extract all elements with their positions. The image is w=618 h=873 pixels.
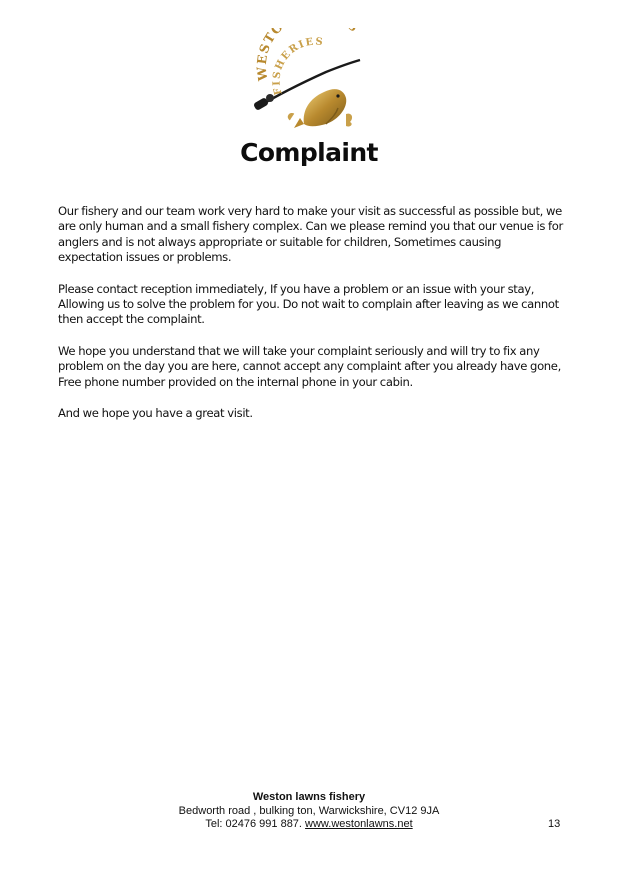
weston-lawns-fisheries-logo xyxy=(246,28,378,132)
footer-contact-line xyxy=(0,818,618,832)
paragraph-closing: And we hope you have a great visit. xyxy=(58,406,253,421)
logo-graphic xyxy=(246,28,378,132)
paragraph-contact-reception: Please contact reception immediately, If you have a problem or an issue with your stay, Allowing us to solve the problem for you. Do not wait to complain after leaving as we cannot then accept the complaint. xyxy=(58,281,559,327)
paragraph-complaint-policy: We hope you understand that we will take your complaint seriously and will try to fix any problem on the day you are here, cannot accept any complaint after you already have gone, Free phone number provided on the internal phone in your cabin. xyxy=(58,343,561,389)
water-splash-left xyxy=(288,113,294,120)
footer-company-name: Weston lawns fishery xyxy=(252,791,366,803)
fish-tail xyxy=(294,118,304,128)
paragraph-intro: Our fishery and our team work very hard to make your visit as successful as possible but, we are only human and a small fishery complex. Can we please remind you that our venue is for anglers and is not always appropriate or suitable for children, Sometimes causing expectation issues or problems. xyxy=(58,204,563,265)
water-splash-right xyxy=(346,114,352,127)
footer-telephone: Tel: 02476 991 887. xyxy=(205,818,302,831)
reel-knob xyxy=(266,94,274,102)
fish-eye xyxy=(336,94,339,97)
logo-arc-text: WEST xyxy=(253,29,279,82)
page-title: Complaint xyxy=(240,138,378,167)
footer-website-link[interactable]: www.westonlawns.net xyxy=(305,818,413,831)
footer-address: Bedworth road , bulking ton, Warwickshire, CV12 9JA xyxy=(178,804,440,817)
page-footer xyxy=(0,791,618,832)
page-number: 13 xyxy=(548,818,561,830)
complaint-body xyxy=(58,204,566,437)
logo-inner-text: FISHERIES xyxy=(271,36,325,97)
fish-body xyxy=(304,89,347,126)
